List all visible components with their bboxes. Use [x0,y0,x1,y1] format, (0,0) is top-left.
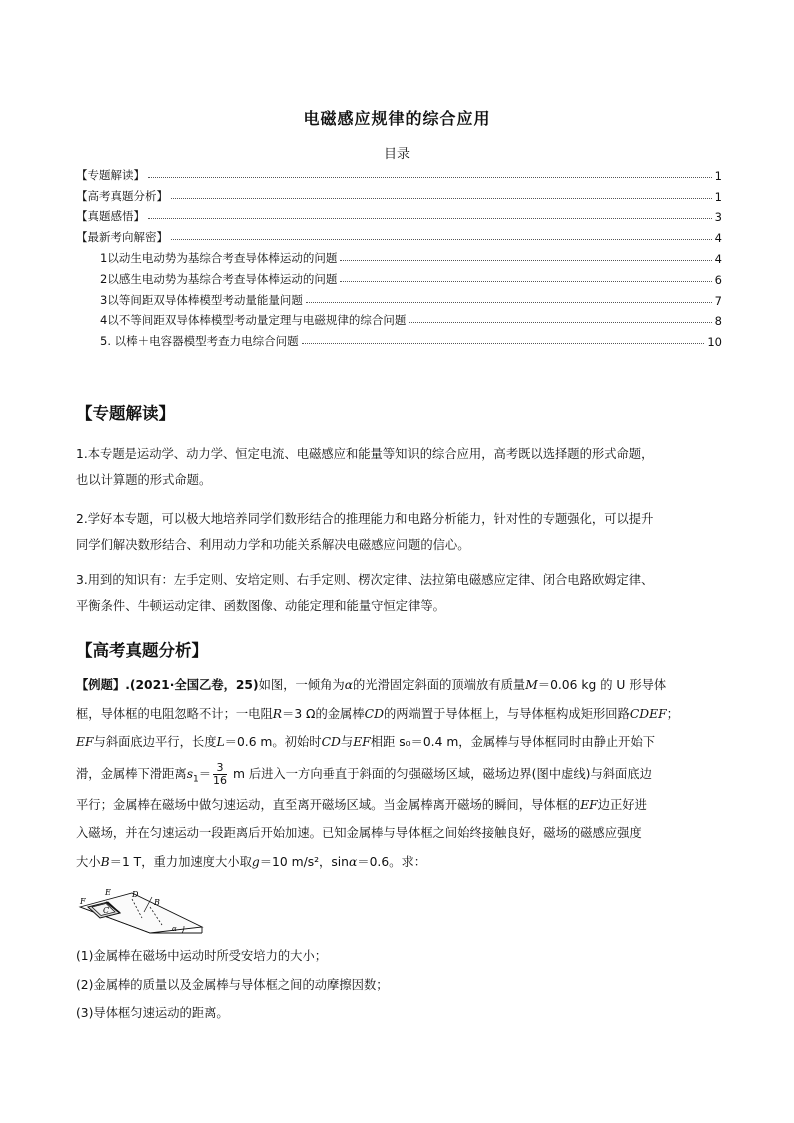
problem-text: ＝10 m/s²，sin [259,854,349,869]
toc-entry-page: 4 [714,231,722,246]
question-2: (2)金属棒的质量以及金属棒与导体框之间的动摩擦因数； [76,978,389,992]
problem-text: 的光滑固定斜面的顶端放有质量 [353,678,526,692]
paragraph-line: 2.学好本专题，可以极大地培养同学们数形结合的推理能力和电路分析能力，针对性的专题强化，可以提升 [76,512,654,526]
problem-text: 边正好进 [597,797,647,812]
toc-entry-page: 1 [714,168,722,183]
problem-text: ＝ [198,766,212,781]
toc-subentry[interactable] [76,328,722,349]
toc-entry-page: 7 [714,293,722,308]
problem-line [76,757,726,791]
toc-entry-label: 1以动生电动势为基综合考查导体棒运动的问题 [100,250,338,265]
toc-subentry[interactable] [76,245,722,266]
toc-leader-dots [171,239,712,240]
toc-entry-page: 3 [714,210,722,225]
problem-text: 滑，金属棒下滑距离 [76,766,187,781]
section-heading-exam-analysis: 【高考真题分析】 [76,641,208,660]
paragraph-1 [76,441,726,493]
toc-entry-page: 6 [714,272,722,287]
problem-line [76,728,726,757]
fraction [213,762,227,787]
incline-diagram [76,885,206,937]
problem-text: 与斜面底边平行，长度 [93,735,217,749]
problem-text: ； [666,706,679,721]
problem-text: 的两端置于导体框上，与导体框构成矩形回路 [383,706,630,721]
label-c: C [103,906,110,915]
math-symbol: CD [364,706,384,721]
example-tag: 【例题】 [76,678,126,692]
problem-line [76,791,726,820]
problem-text: 与 [340,735,354,749]
math-symbol: CD [321,735,341,749]
math-symbol: EF [353,735,371,749]
example-source: .(2021·全国乙卷，25) [125,678,259,692]
problem-text: ＝1 T，重力加速度大小取 [109,854,252,869]
problem-line: 入磁场，并在匀速运动一段距离后开始加速。已知金属棒与导体框之间始终接触良好，磁场的磁感应强度 [76,826,642,840]
toc-leader-dots [171,198,712,199]
math-symbol: EF [76,735,94,749]
problem-line [76,700,726,729]
toc-entry-label: 2以感生电动势为基综合考查导体棒运动的问题 [100,271,338,286]
math-symbol: α [348,854,358,869]
math-subscript: 1 [193,773,199,784]
problem-text: 相距 s₀＝0.4 m，金属棒与导体框同时由静止开始下 [370,735,656,749]
toc-leader-dots [306,302,712,303]
math-symbol: R [272,706,283,721]
label-d: D [132,890,139,899]
math-symbol: L [216,735,225,749]
toc-entry[interactable] [76,183,722,204]
problem-text: ＝0.6 m。初始时 [224,735,322,749]
math-symbol: B [100,854,110,869]
problem-line [76,848,726,877]
problem-text: 如图，一倾角为 [258,678,345,692]
toc-entry-label: 【真题感悟】 [76,209,145,224]
problem-text: 框，导体框的电阻忽略不计；一电阻 [76,706,273,721]
toc-leader-dots [409,322,711,323]
toc-entry[interactable] [76,162,722,183]
toc-entry-label: 3以等间距双导体棒模型考动量能量问题 [100,292,303,307]
problem-text: m 后进入一方向垂直于斜面的匀强磁场区域，磁场边界(图中虚线)与斜面底边 [229,766,652,781]
toc-entry[interactable] [76,224,722,245]
toc-heading: 目录 [383,147,410,162]
toc-entry[interactable] [76,204,722,225]
paragraph-line: 同学们解决数形结合、利用动力学和功能关系解决电磁感应问题的信心。 [76,538,470,552]
paragraph-3 [76,567,726,619]
toc-subentry[interactable] [76,287,722,308]
toc-leader-dots [340,260,711,261]
toc-leader-dots [302,343,705,344]
label-e: E [105,888,111,897]
problem-text: 大小 [76,854,101,869]
math-symbol: s [186,766,193,781]
toc-entry-label: 【最新考向解密】 [76,230,168,245]
math-symbol: M [525,678,538,692]
paragraph-line: 1.本专题是运动学、动力学、恒定电流、电磁感应和能量等知识的综合应用，高考既以选择题的形式命题， [76,447,654,461]
paragraph-line: 3.用到的知识有：左手定则、安培定则、右手定则、楞次定律、法拉第电磁感应定律、闭合电路欧姆定律、 [76,573,654,587]
problem-line [76,671,726,700]
question-1: (1)金属棒在磁场中运动时所受安培力的大小； [76,949,328,963]
toc-entry-label: 4以不等间距双导体棒模型考动量定理与电磁规律的综合问题 [100,313,407,328]
math-symbol: CDEF [629,706,667,721]
label-f: F [80,897,86,906]
math-symbol: g [251,854,260,869]
problem-text: 平行；金属棒在磁场中做匀速运动，直至离开磁场区域。当金属棒离开磁场的瞬间，导体框的 [76,797,581,812]
paragraph-2 [76,506,726,558]
toc-leader-dots [148,177,712,178]
toc-entry-page: 10 [707,335,722,350]
toc-subentry[interactable] [76,266,722,287]
table-of-contents [76,162,722,349]
toc-leader-dots [148,218,712,219]
toc-entry-page: 1 [714,189,722,204]
toc-entry-page: 4 [714,251,722,266]
toc-leader-dots [340,281,711,282]
fraction-denominator: 16 [213,773,228,787]
paragraph-line: 平衡条件、牛顿运动定律、函数图像、动能定理和能量守恒定律等。 [76,599,445,613]
toc-subentry[interactable] [76,308,722,329]
example-problem [76,671,726,876]
label-b: B [154,898,160,907]
document-title: 电磁感应规律的综合应用 [303,109,491,128]
paragraph-line: 也以计算题的形式命题。 [76,473,212,487]
section-heading-topic-interpretation: 【专题解读】 [76,404,175,423]
question-3: (3)导体框匀速运动的距离。 [76,1006,229,1020]
toc-entry-label: 【高考真题分析】 [76,188,168,203]
problem-text: ＝3 Ω的金属棒 [282,706,365,721]
toc-entry-label: 【专题解读】 [76,167,145,182]
problem-text: ＝0.06 kg 的 U 形导体 [537,678,667,692]
math-symbol: EF [580,797,598,812]
fraction-numerator: 3 [213,762,227,775]
toc-entry-label: 5. 以棒＋电容器模型考查力电综合问题 [100,334,299,349]
problem-text: ＝0.6。求： [357,854,427,869]
toc-entry-page: 8 [714,314,722,329]
math-symbol: α [344,678,354,692]
label-alpha: α [172,925,177,933]
